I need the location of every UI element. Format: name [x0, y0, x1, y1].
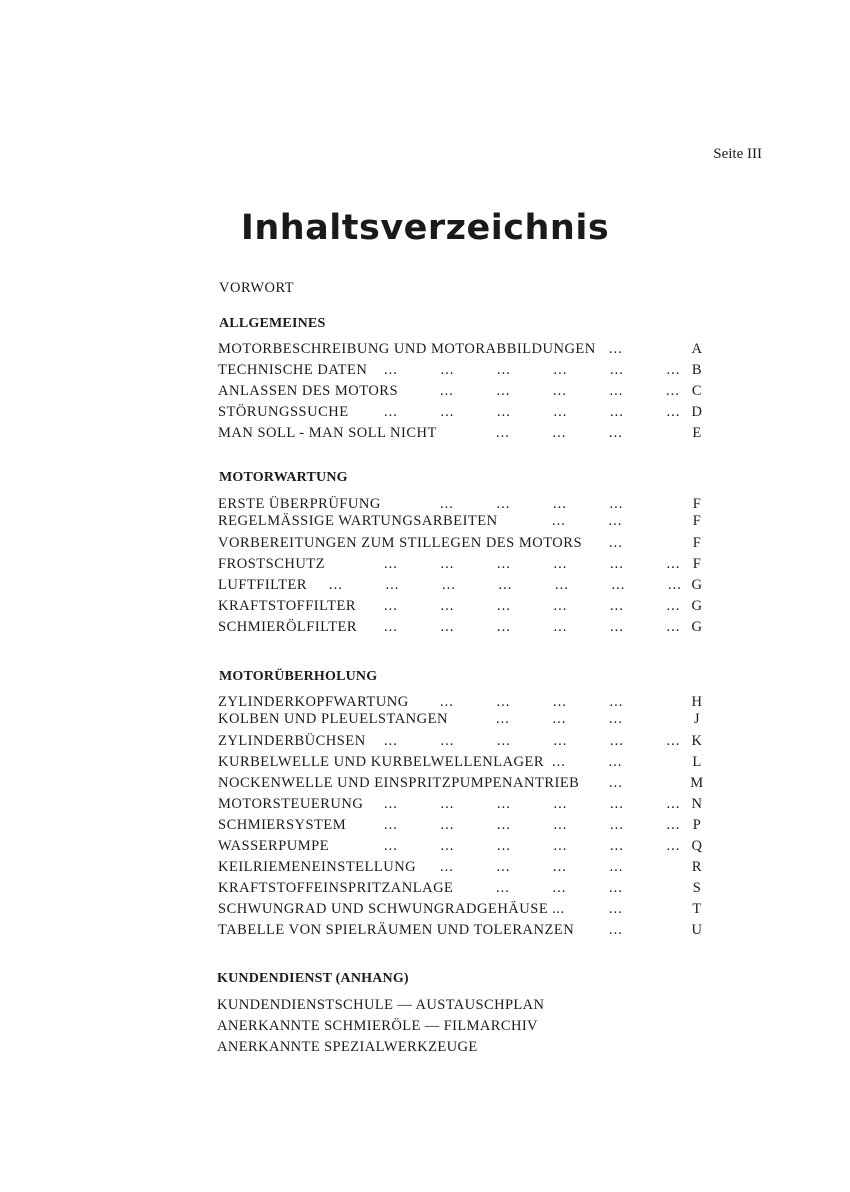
toc-entry-letter: E: [692, 425, 702, 441]
toc-entry-letter: G: [691, 598, 703, 614]
toc-entry-letter: N: [691, 796, 703, 812]
leader-dots: ... ... ... ...: [440, 859, 624, 875]
leader-dots: ...: [609, 535, 623, 551]
leader-dots: ... ... ... ... ... ...: [384, 817, 681, 833]
section-heading-motorwartung: MOTORWARTUNG: [219, 470, 348, 485]
toc-entry-label: REGELMÄSSIGE WARTUNGSARBEITEN: [218, 513, 498, 529]
annex-line: ANERKANNTE SPEZIALWERKZEUGE: [217, 1039, 478, 1055]
leader-dots: ... ... ...: [496, 425, 623, 441]
page-number: Seite III: [713, 146, 762, 162]
toc-entry[interactable]: [0, 817, 850, 837]
toc-entry-letter: K: [691, 733, 703, 749]
toc-entry[interactable]: [0, 901, 850, 921]
leader-dots: ... ... ... ... ... ...: [384, 838, 681, 854]
toc-entry-label: LUFTFILTER: [218, 577, 308, 593]
toc-entry-letter: T: [692, 901, 702, 917]
toc-entry-label: SCHMIERSYSTEM: [218, 817, 347, 833]
toc-entry[interactable]: [0, 775, 850, 795]
toc-entry-letter: R: [691, 859, 703, 875]
toc-entry-letter: D: [691, 404, 703, 420]
toc-entry[interactable]: [0, 619, 850, 639]
toc-entry[interactable]: [0, 598, 850, 618]
toc-entry-label: KRAFTSTOFFILTER: [218, 598, 357, 614]
toc-entry-label: TABELLE VON SPIELRÄUMEN UND TOLERANZEN: [218, 922, 575, 938]
leader-dots: ... ... ... ... ...: [440, 383, 680, 399]
toc-entry-label: ZYLINDERKOPFWARTUNG: [218, 694, 409, 710]
toc-entry-letter: Q: [691, 838, 703, 854]
toc-entry-label: SCHWUNGRAD UND SCHWUNGRADGEHÄUSE ...: [218, 901, 565, 917]
annex-line: KUNDENDIENSTSCHULE — AUSTAUSCHPLAN: [217, 997, 545, 1013]
toc-entry[interactable]: [0, 922, 850, 942]
page-title: Inhaltsverzeichnis: [240, 208, 610, 248]
leader-dots: ...: [609, 775, 623, 791]
toc-entry-letter: J: [693, 711, 701, 727]
toc-entry-letter: A: [691, 341, 703, 357]
toc-entry-label: ZYLINDERBÜCHSEN: [218, 733, 366, 749]
toc-entry-label: STÖRUNGSSUCHE: [218, 404, 349, 420]
toc-entry-label: KRAFTSTOFFEINSPRITZANLAGE: [218, 880, 454, 896]
section-heading-allgemeines: ALLGEMEINES: [219, 316, 326, 331]
toc-entry-label: NOCKENWELLE UND EINSPRITZPUMPENANTRIEB: [218, 775, 580, 791]
toc-entry[interactable]: [0, 880, 850, 900]
toc-entry-label: KEILRIEMENEINSTELLUNG: [218, 859, 417, 875]
toc-entry[interactable]: [0, 711, 850, 731]
leader-dots: ... ... ... ... ... ...: [384, 796, 681, 812]
toc-entry-label: SCHMIERÖLFILTER: [218, 619, 358, 635]
toc-entry-letter: B: [691, 362, 703, 378]
toc-entry[interactable]: [0, 404, 850, 424]
toc-entry[interactable]: [0, 754, 850, 774]
toc-entry-label: WASSERPUMPE: [218, 838, 330, 854]
toc-entry-letter: G: [691, 619, 703, 635]
leader-dots: ... ... ...: [496, 711, 623, 727]
toc-entry-label: MAN SOLL - MAN SOLL NICHT: [218, 425, 437, 441]
toc-entry-letter: C: [691, 383, 703, 399]
toc-entry[interactable]: [0, 341, 850, 361]
toc-entry-letter: M: [690, 775, 704, 791]
toc-entry-letter: U: [691, 922, 703, 938]
leader-dots: ... ... ... ... ... ...: [384, 598, 681, 614]
toc-entry-label: MOTORBESCHREIBUNG UND MOTORABBILDUNGEN: [218, 341, 596, 357]
toc-entry[interactable]: [0, 425, 850, 445]
leader-dots: ...: [609, 341, 623, 357]
leader-dots: ... ...: [552, 513, 623, 529]
toc-entry-letter: L: [692, 754, 702, 770]
leader-dots: ... ...: [552, 754, 623, 770]
toc-entry-label: MOTORSTEUERUNG: [218, 796, 364, 812]
toc-entry-letter: P: [692, 817, 702, 833]
leader-dots: ... ... ...: [496, 880, 623, 896]
toc-entry-letter: F: [692, 535, 702, 551]
leader-dots: ...: [609, 901, 623, 917]
toc-entry-label: KURBELWELLE UND KURBELWELLENLAGER: [218, 754, 545, 770]
toc-entry-label: ERSTE ÜBERPRÜFUNG: [218, 496, 381, 512]
toc-entry-letter: S: [692, 880, 702, 896]
toc-entry-label: FROSTSCHUTZ: [218, 556, 326, 572]
toc-entry[interactable]: [0, 383, 850, 403]
toc-entry-text: SCHWUNGRAD UND SCHWUNGRADGEHÄUSE: [218, 901, 549, 917]
toc-entry-label: KOLBEN UND PLEUELSTANGEN: [218, 711, 448, 727]
toc-entry[interactable]: [0, 859, 850, 879]
toc-entry[interactable]: [0, 513, 850, 533]
leader-dots: ... ... ... ...: [440, 694, 624, 710]
annex-line: ANERKANNTE SCHMIERÖLE — FILMARCHIV: [217, 1018, 538, 1034]
leader-dots: ... ... ... ... ... ...: [384, 404, 681, 420]
toc-entry[interactable]: [0, 362, 850, 382]
toc-entry-letter: F: [692, 496, 702, 512]
leader-dots: ...: [609, 922, 623, 938]
toc-entry-letter: G: [691, 577, 703, 593]
toc-entry-letter: F: [692, 513, 702, 529]
leader-dots: ... ... ... ...: [440, 496, 624, 512]
leader-dots: ... ... ... ... ... ...: [384, 619, 681, 635]
toc-entry[interactable]: [0, 733, 850, 753]
toc-entry-label: VORBEREITUNGEN ZUM STILLEGEN DES MOTORS: [218, 535, 583, 551]
toc-entry-letter: H: [691, 694, 703, 710]
toc-entry[interactable]: [0, 556, 850, 576]
section-heading-kundendienst: KUNDENDIENST (ANHANG): [217, 971, 409, 986]
toc-entry[interactable]: [0, 838, 850, 858]
leader-dots: ... ... ... ... ... ...: [384, 362, 681, 378]
toc-entry[interactable]: [0, 796, 850, 816]
toc-entry[interactable]: [0, 577, 850, 597]
leader-dots: ... ... ... ... ... ...: [384, 556, 681, 572]
toc-entry-label: TECHNISCHE DATEN: [218, 362, 368, 378]
toc-entry[interactable]: [0, 535, 850, 555]
vorwort-entry: VORWORT: [219, 280, 295, 296]
leader-dots: ... ... ... ... ... ... ...: [329, 577, 682, 593]
leader-dots: ... ... ... ... ... ...: [384, 733, 681, 749]
toc-entry-letter: F: [692, 556, 702, 572]
toc-entry-label: ANLASSEN DES MOTORS: [218, 383, 399, 399]
section-heading-motorueberholung: MOTORÜBERHOLUNG: [219, 669, 378, 684]
